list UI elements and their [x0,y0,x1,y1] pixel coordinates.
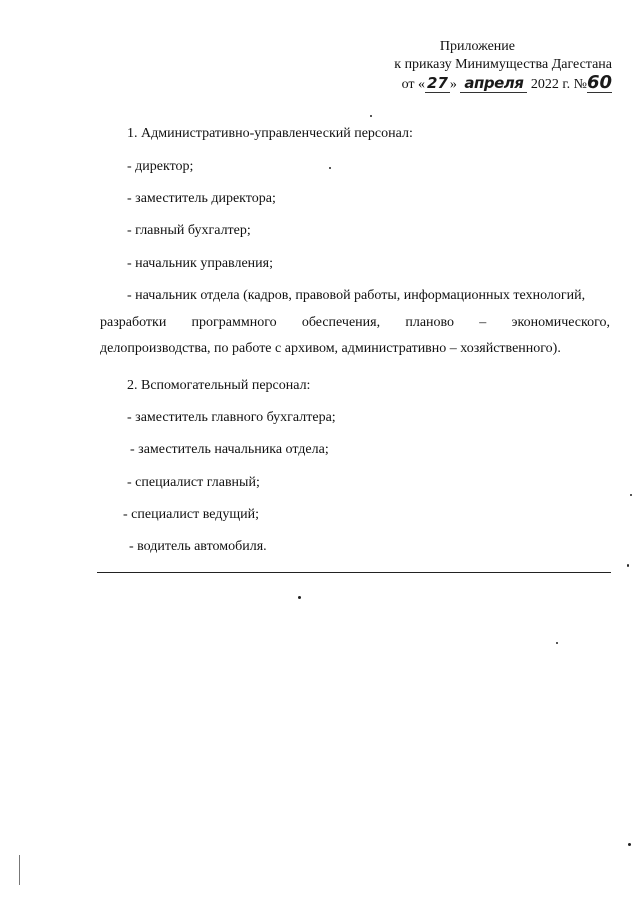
handwritten-day: 27 [427,74,448,92]
appendix-header [394,38,612,94]
scan-speck [630,494,632,496]
section-heading-admin: 1. Административно-управленческий персонал: [127,126,413,141]
department-head-line-3: делопроизводства, по работе с архивом, административно – хозяйственного). [100,341,561,356]
closing-rule [97,572,611,573]
year-and-number-label: 2022 г. № [530,77,587,92]
scan-speck [627,564,629,567]
list-item: - специалист ведущий; [123,507,260,522]
scan-speck [329,167,331,169]
department-head-line-1: - начальник отдела (кадров, правовой работы, информационных технологий, [127,288,586,303]
list-item: - начальник управления; [127,256,273,271]
scan-speck [556,642,558,644]
list-item: - специалист главный; [127,475,260,490]
list-item: - водитель автомобиля. [129,539,267,554]
order-date-line [394,74,612,94]
scan-speck [628,843,631,846]
order-reference: к приказу Минимущества Дагестана [394,57,612,72]
list-item: - заместитель директора; [127,191,276,206]
handwritten-order-number: 60 [586,72,612,93]
date-prefix: от « [401,77,426,92]
list-item: - заместитель главного бухгалтера; [127,410,336,425]
scan-speck [370,115,372,117]
section-heading-support: 2. Вспомогательный персонал: [127,378,311,393]
list-item: - директор; [127,159,194,174]
department-head-line-2: разработки программного обеспечения, планово – экономического, [100,315,610,330]
list-item: - заместитель начальника отдела; [130,442,329,457]
scan-margin-mark [19,855,20,885]
handwritten-month: апреля [460,74,527,93]
scan-speck [298,596,301,599]
appendix-title: Приложение [439,39,515,54]
list-item: - главный бухгалтер; [127,223,251,238]
date-quote-close: » [449,77,457,92]
